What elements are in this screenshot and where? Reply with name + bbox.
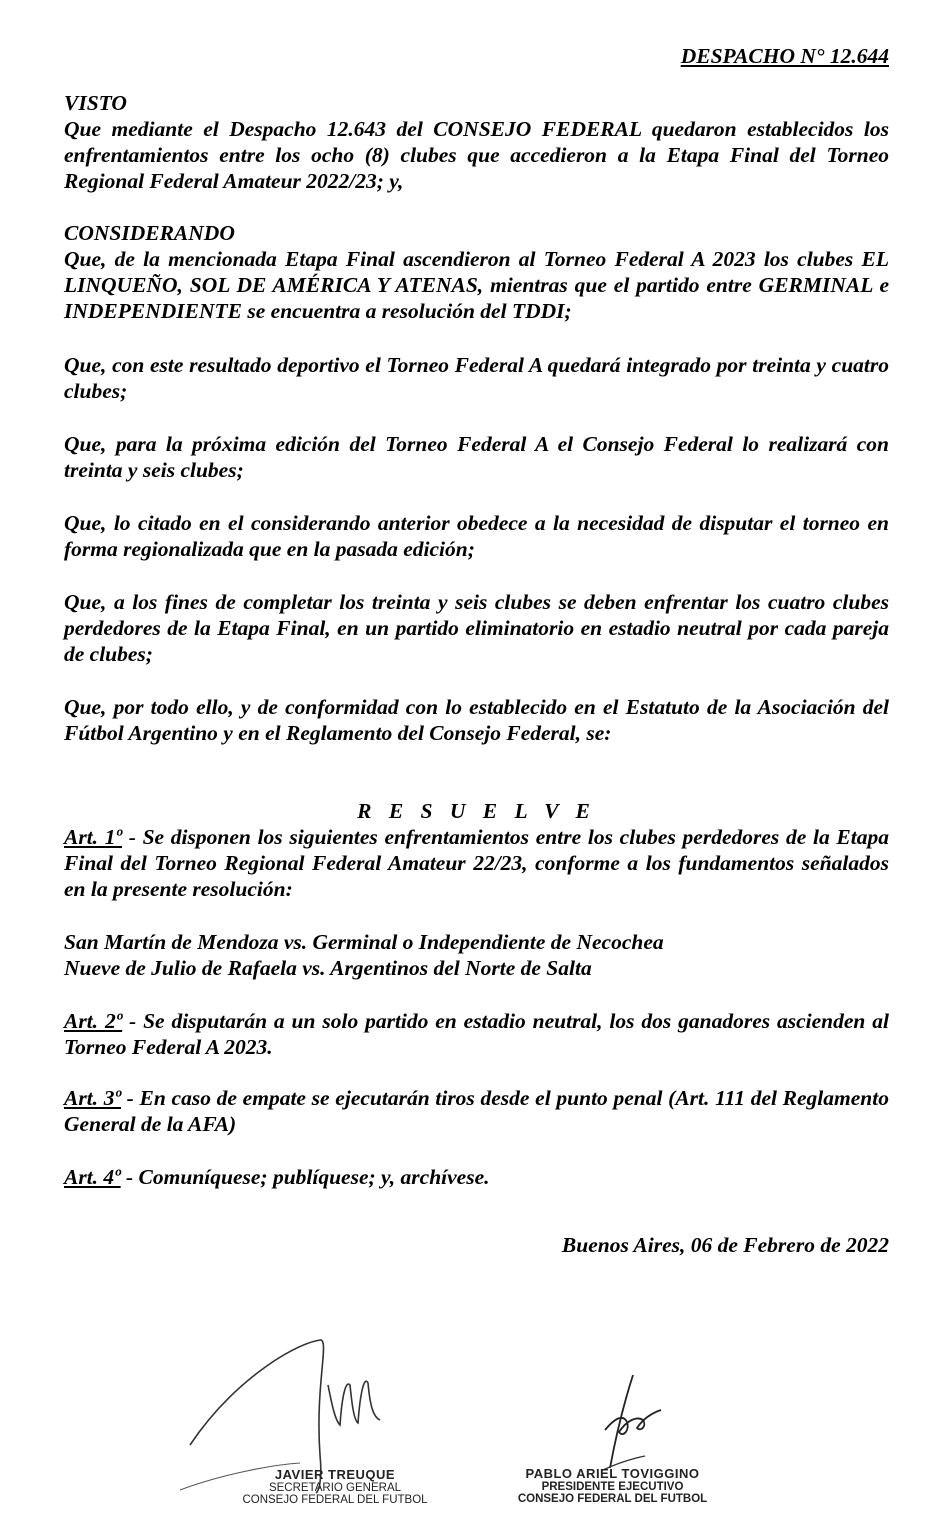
resuelve-heading: R E S U E L V E [357,799,596,823]
article-2 [64,1008,889,1060]
considerando-heading: CONSIDERANDO [64,221,235,245]
considerando-paragraph: Que, con este resultado deportivo el Torneo Federal A quedará integrado por treinta y cuatro clubes; [64,353,889,403]
article-2-text: - Se disputarán a un solo partido en estadio neutral, los dos ganadores ascienden al Torneo Federal A 2023. [64,1009,889,1059]
date-line: Buenos Aires, 06 de Febrero de 2022 [561,1233,889,1257]
article-4 [64,1164,889,1190]
considerando-paragraph: Que, de la mencionada Etapa Final ascendieron al Torneo Federal A 2023 los clubes EL LINQUEÑO, SOL DE AMÉRICA Y ATENAS, mientras que el partido entre GERMINAL e INDEPENDIENTE se encuentra a resolución del TDDI; [64,247,889,323]
signer-title: PRESIDENTE EJECUTIVO [541,1481,684,1493]
visto-section [64,90,889,194]
article-3 [64,1085,889,1137]
signer-name: JAVIER TREUQUE [274,1467,396,1482]
match-item: Nueve de Julio de Rafaela vs. Argentinos del Norte de Salta [64,956,592,980]
signer-organization: CONSEJO FEDERAL DEL FUTBOL [242,1494,428,1506]
article-1-text: - Se disponen los siguientes enfrentamientos entre los clubes perdedores de la Etapa Final del Torneo Regional Federal Amateur 22/23, conforme a los fundamentos señalados en la presente resolución: [64,825,889,901]
signature-treuque [225,1468,445,1506]
visto-text: Que mediante el Despacho 12.643 del CONSEJO FEDERAL quedaron establecidos los enfrentamientos entre los ocho (8) clubes que accedieron a la Etapa Final del Torneo Regional Federal Amateur 2022/23; y, [64,117,889,193]
signature-toviggino [505,1467,720,1505]
considerando-paragraph: Que, por todo ello, y de conformidad con lo establecido en el Estatuto de la Asociación del Fútbol Argentino y en el Reglamento del Consejo Federal, se: [64,695,889,745]
article-2-label: Art. 2º [64,1009,123,1033]
match-item: San Martín de Mendoza vs. Germinal o Independiente de Necochea [64,930,664,954]
signature-toviggino-scribble [575,1370,695,1480]
considerando-paragraph: Que, lo citado en el considerando anterior obedece a la necesidad de disputar el torneo en forma regionalizada que en la pasada edición; [64,511,889,561]
article-3-text: - En caso de empate se ejecutarán tiros desde el punto penal (Art. 111 del Reglamento General de la AFA) [64,1086,889,1136]
visto-heading: VISTO [64,91,127,115]
matches-list [64,929,889,981]
despacho-number: DESPACHO N° 12.644 [680,44,889,68]
article-1 [64,824,889,902]
considerando-section [64,220,889,324]
article-4-label: Art. 4º [64,1165,121,1189]
article-3-label: Art. 3º [64,1086,121,1110]
signer-title: SECRETARIO GENERAL [268,1482,402,1494]
signer-organization: CONSEJO FEDERAL DEL FUTBOL [517,1493,708,1505]
article-4-text: - Comuníquese; publíquese; y, archívese. [120,1165,490,1189]
considerando-paragraph: Que, a los fines de completar los treinta y seis clubes se deben enfrentar los cuatro clubes perdedores de la Etapa Final, en un partido eliminatorio en estadio neutral por cada pareja de clubes; [64,590,889,666]
article-1-label: Art. 1º [64,825,122,849]
signer-name: PABLO ARIEL TOVIGGINO [525,1466,700,1481]
considerando-paragraph: Que, para la próxima edición del Torneo Federal A el Consejo Federal lo realizará con treinta y seis clubes; [64,432,889,482]
